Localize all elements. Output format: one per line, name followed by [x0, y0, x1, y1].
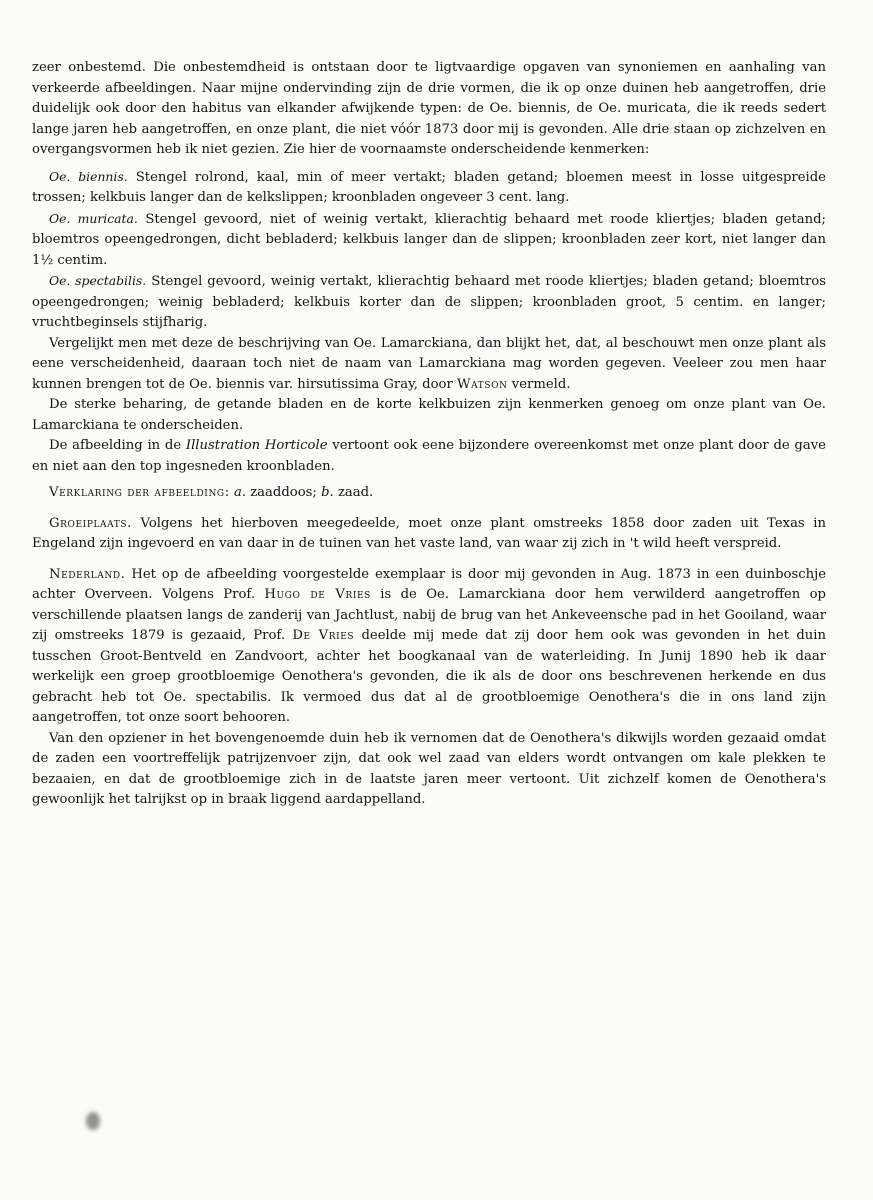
netherlands-paragraph: Nederland. Het op de afbeelding voorgestelde exemplaar is door mij gevonden in Aug. 1873 in een duinboschje achter Overveen. Volgens Prof. Hugo de Vries is de Oe. Lamarckiana door hem verwilderd aangetroffen op verschillende plaatsen langs de zanderij van Jachtlust, nabij de brug van het Ankeveensche pad in het Gooiland, waar zij omstreeks 1879 is gezaaid, Prof. De Vries deelde mij mede dat zij door hem ook was gevonden in het duin tusschen Groot-Bentveld en Zandvoort, achter het boogkanaal van de waterleiding. In Junij 1890 heb ik daar werkelijk een groep grootbloemige Oenothera's gevonden, die ik als de door ons beschrevenen herkende en dus gebracht heb tot Oe. spectabilis. Ik vermoed dus dat al de grootbloemige Oenothera's die in ons land zijn aangetroffen, tot onze soort behooren. — [32, 566, 826, 725]
illustration-paragraph: De afbeelding in de Illustration Horticole vertoont ook eene bijzondere overeenkomst met onze plant door de gave en niet aan den top ingesneden kroonbladen. — [32, 438, 826, 474]
figure-explanation: Verklaring der afbeelding: a. zaaddoos; b. zaad. — [49, 485, 374, 500]
species-biennis — [32, 167, 826, 209]
author-hugo-de-vries: Hugo de Vries — [264, 587, 371, 602]
species-description-muricata: Stengel gevoord, niet of weinig vertakt, klierachtig behaard met roode kliertjes; bladen getand; bloemtros opeengedrongen, dicht bebladerd; kelkbuis langer dan de slippen; kroonbladen zeer kort, niet langer dan 1½ centim. — [32, 211, 826, 268]
habitat-paragraph: Groeiplaats. Volgens het hierboven meegedeelde, moet onze plant omstreeks 1858 door zaden uit Texas in Engeland zijn ingevoerd en van daar in de tuinen van het vaste land, van waar zij zich in 't wild heeft verspreid. — [32, 515, 826, 551]
ink-blot — [86, 1112, 100, 1130]
section-heading-verklaring: Verklaring der afbeelding: — [49, 485, 230, 500]
distinction-paragraph: De sterke beharing, de getande bladen en de korte kelkbuizen zijn kenmerken genoeg om onze plant van Oe. Lamarckiana te onderscheiden. — [32, 397, 826, 433]
species-name-muricata: Oe. muricata. — [49, 210, 138, 226]
intro-paragraph: zeer onbestemd. Die onbestemdheid is ontstaan door te ligtvaardige opgaven van synoniemen en aanhaling van verkeerde afbeeldingen. Naar mijne ondervinding zijn de drie vormen, die ik op onze duinen heb aangetroffen, drie duidelijk ook door den habitus van elkander afwijkende typen: de Oe. biennis, de Oe. muricata, die ik reeds sedert lange jaren heb aangetroffen, en onze plant, die niet vóór 1873 door mij is gevonden. Alle drie staan op zichzelven en overgangsvormen heb ik niet gezien. Zie hier de voornaamste onderscheidende kenmerken: — [32, 60, 826, 157]
species-spectabilis — [32, 271, 826, 334]
author-watson: Watson — [457, 376, 508, 392]
species-name-biennis: Oe. biennis. — [49, 168, 128, 184]
species-description-biennis: Stengel rolrond, kaal, min of meer vertakt; bladen getand; bloemen meest in losse uitgespreide trossen; kelkbuis langer dan de kelkslippen; kroonbladen ongeveer 3 cent. lang. — [32, 169, 826, 205]
species-muricata — [32, 209, 826, 272]
publication-title: Illustration Horticole — [185, 438, 328, 453]
page-body — [32, 58, 826, 811]
species-name-spectabilis: Oe. spectabilis. — [49, 273, 147, 288]
comparison-paragraph: Vergelijkt men met deze de beschrijving van Oe. Lamarckiana, dan blijkt het, dat, al beschouwt men onze plant als eene verscheidenheid, daaraan toch niet de naam van Lamarckiana mag worden gegeven. Veeleer zou men haar kunnen brengen tot de Oe. biennis var. hirsutissima Gray, door Watson vermeld. — [32, 335, 826, 392]
author-de-vries: De Vries — [292, 628, 355, 643]
closing-paragraph: Van den opziener in het bovengenoemde duin heb ik vernomen dat de Oenothera's dikwijls worden gezaaid omdat de zaden een voortreffelijk patrijzenvoer zijn, dat ook wel zaad van elders wordt ontvangen om kale plekken te bezaaien, en dat de grootbloemige zich in de laatste jaren meer vertoont. Uit zichzelf komen de Oenothera's gewoonlijk het talrijkst op in braak liggend aardappelland. — [32, 730, 826, 807]
section-heading-groeiplaats: Groeiplaats. — [49, 515, 132, 531]
section-heading-nederland: Nederland. — [49, 566, 126, 582]
species-description-spectabilis: Stengel gevoord, weinig vertakt, klierachtig behaard met roode kliertjes; bladen getand; bloemtros opeengedrongen; weinig bebladerd; kelkbuis korter dan de slippen; kroonbladen groot, 5 centim. en langer; vruchtbeginsels stijfharig. — [32, 274, 826, 330]
